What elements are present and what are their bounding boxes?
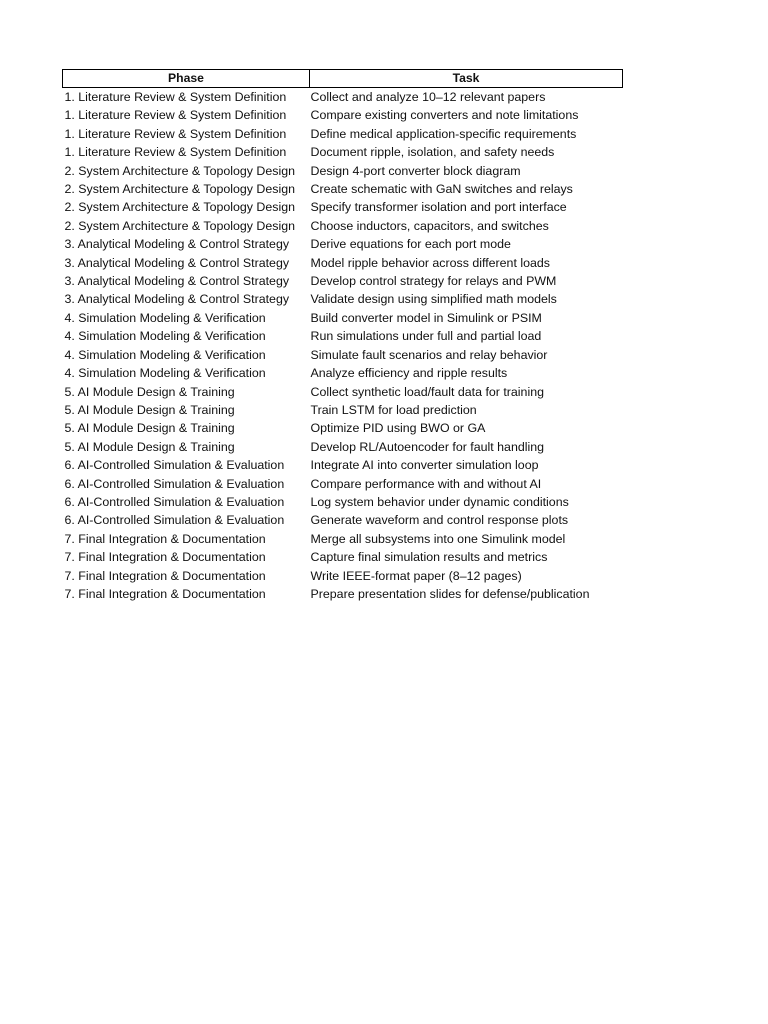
- table-row: [63, 180, 623, 198]
- table-row: [63, 143, 623, 161]
- phase-cell: 7. Final Integration & Documentation: [64, 586, 266, 601]
- phase-cell: 1. Literature Review & System Definition: [64, 90, 287, 104]
- phase-column-header: Phase: [63, 70, 310, 88]
- task-cell: Optimize PID using BWO or GA: [310, 421, 486, 436]
- phase-cell: 4. Simulation Modeling & Verification: [64, 329, 266, 344]
- task-cell: Develop RL/Autoencoder for fault handling: [310, 439, 545, 454]
- task-cell: Choose inductors, capacitors, and switches: [310, 218, 549, 233]
- table-row: [63, 530, 623, 548]
- phase-task-table: [62, 69, 623, 603]
- phase-cell: 3. Analytical Modeling & Control Strategy: [64, 292, 290, 307]
- printed-sheet: [62, 69, 622, 603]
- phase-cell: 1. Literature Review & System Definition: [64, 126, 287, 141]
- phase-cell: 5. AI Module Design & Training: [64, 384, 235, 399]
- task-cell: Validate design using simplified math models: [310, 292, 557, 307]
- table-row: [63, 346, 623, 364]
- phase-cell: 7. Final Integration & Documentation: [64, 531, 266, 546]
- table-row: [63, 438, 623, 456]
- phase-cell: 7. Final Integration & Documentation: [64, 568, 266, 583]
- table-row: [63, 162, 623, 180]
- task-cell: Define medical application-specific requirements: [310, 126, 577, 141]
- task-cell: Compare existing converters and note limitations: [310, 108, 579, 123]
- table-row: [63, 419, 623, 437]
- phase-cell: 2. System Architecture & Topology Design: [64, 200, 295, 215]
- table-row: [63, 511, 623, 529]
- table-row: [63, 235, 623, 253]
- phase-cell: 5. AI Module Design & Training: [64, 439, 235, 454]
- task-cell: Model ripple behavior across different loads: [310, 255, 550, 270]
- table-row: [63, 475, 623, 493]
- task-cell: Capture final simulation results and metrics: [310, 550, 548, 565]
- table-header-row: [63, 70, 623, 88]
- table-row: [63, 456, 623, 474]
- table-row: [63, 309, 623, 327]
- phase-cell: 4. Simulation Modeling & Verification: [64, 310, 266, 325]
- phase-cell: 6. AI-Controlled Simulation & Evaluation: [64, 458, 285, 473]
- task-cell: Derive equations for each port mode: [310, 237, 511, 252]
- task-column-header: Task: [310, 70, 623, 88]
- task-cell: Build converter model in Simulink or PSIM: [310, 310, 542, 325]
- task-cell: Specify transformer isolation and port interface: [310, 200, 567, 215]
- table-row: [63, 383, 623, 401]
- table-row: [63, 198, 623, 216]
- phase-cell: 5. AI Module Design & Training: [64, 421, 235, 436]
- table-row: [63, 125, 623, 143]
- table-row: [63, 254, 623, 272]
- table-row: [63, 290, 623, 308]
- task-cell: Train LSTM for load prediction: [310, 402, 477, 417]
- table-body: [63, 88, 623, 604]
- task-cell: Collect synthetic load/fault data for training: [310, 384, 544, 399]
- phase-cell: 6. AI-Controlled Simulation & Evaluation: [64, 476, 285, 491]
- task-cell: Compare performance with and without AI: [310, 476, 542, 491]
- table-row: [63, 327, 623, 345]
- table-row: [63, 493, 623, 511]
- task-cell: Merge all subsystems into one Simulink model: [310, 531, 566, 546]
- task-cell: Integrate AI into converter simulation loop: [310, 458, 539, 473]
- table-row: [63, 217, 623, 235]
- task-cell: Analyze efficiency and ripple results: [310, 366, 508, 381]
- phase-cell: 2. System Architecture & Topology Design: [64, 182, 295, 197]
- task-cell: Develop control strategy for relays and PWM: [310, 274, 557, 289]
- task-cell: Collect and analyze 10–12 relevant papers: [310, 90, 546, 104]
- task-cell: Prepare presentation slides for defense/publication: [310, 586, 590, 601]
- task-cell: Create schematic with GaN switches and relays: [310, 182, 573, 197]
- table-row: [63, 272, 623, 290]
- phase-cell: 2. System Architecture & Topology Design: [64, 163, 295, 178]
- phase-cell: 1. Literature Review & System Definition: [64, 108, 287, 123]
- phase-cell: 1. Literature Review & System Definition: [64, 145, 287, 160]
- phase-cell: 4. Simulation Modeling & Verification: [64, 347, 266, 362]
- task-cell: Generate waveform and control response plots: [310, 513, 569, 528]
- phase-cell: 3. Analytical Modeling & Control Strategy: [64, 255, 290, 270]
- task-cell: Run simulations under full and partial load: [310, 329, 542, 344]
- phase-cell: 6. AI-Controlled Simulation & Evaluation: [64, 494, 285, 509]
- table-row: [63, 88, 623, 107]
- phase-cell: 4. Simulation Modeling & Verification: [64, 366, 266, 381]
- phase-cell: 6. AI-Controlled Simulation & Evaluation: [64, 513, 285, 528]
- task-cell: Document ripple, isolation, and safety needs: [310, 145, 555, 160]
- phase-cell: 3. Analytical Modeling & Control Strategy: [64, 274, 290, 289]
- table-row: [63, 567, 623, 585]
- task-cell: Log system behavior under dynamic conditions: [310, 494, 569, 509]
- phase-cell: 7. Final Integration & Documentation: [64, 550, 266, 565]
- task-cell: Write IEEE-format paper (8–12 pages): [310, 568, 522, 583]
- table-row: [63, 585, 623, 603]
- table-row: [63, 364, 623, 382]
- table-row: [63, 401, 623, 419]
- task-cell: Simulate fault scenarios and relay behavior: [310, 347, 548, 362]
- table-row: [63, 106, 623, 124]
- phase-cell: 5. AI Module Design & Training: [64, 402, 235, 417]
- table-row: [63, 548, 623, 566]
- phase-cell: 3. Analytical Modeling & Control Strategy: [64, 237, 290, 252]
- task-cell: Design 4-port converter block diagram: [310, 163, 521, 178]
- phase-cell: 2. System Architecture & Topology Design: [64, 218, 295, 233]
